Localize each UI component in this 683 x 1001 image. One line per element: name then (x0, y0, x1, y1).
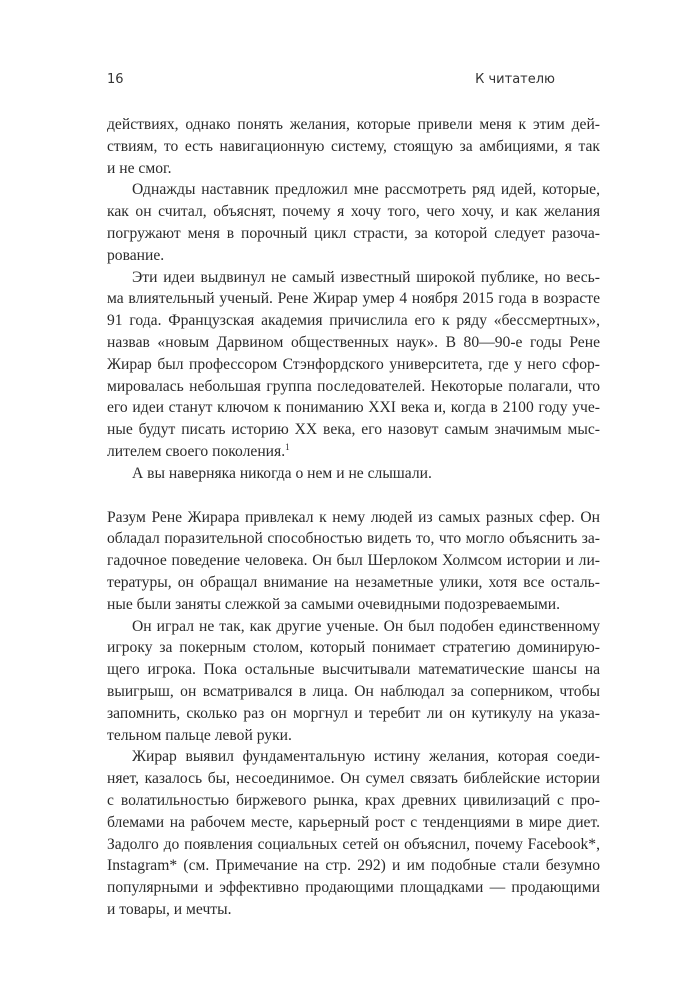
text-line (107, 397, 600, 419)
line-text: обладал поразительной способностью видеть то, что могло объяснить за- (107, 530, 600, 548)
text-line (107, 245, 600, 267)
text-line (107, 616, 600, 638)
text-line (107, 746, 600, 768)
line-text: лителем своего поколения. (107, 442, 286, 460)
line-text: Он играл не так, как другие ученые. Он был подобен единственному (132, 617, 600, 635)
text-line (107, 310, 600, 332)
line-text: популярными и эффективно продающими площадками — продающими (107, 879, 600, 897)
text-line (107, 855, 600, 877)
text-line (107, 725, 600, 747)
text-line (107, 288, 600, 310)
paragraph (107, 746, 600, 920)
line-text: А вы наверняка никогда о нем и не слышали. (132, 464, 432, 482)
line-text: Разум Рене Жирара привлекал к нему людей из самых разных сфер. Он (107, 508, 600, 526)
line-text: как он считал, объяснят, почему я хочу того, чего хочу, и как желания (107, 203, 600, 221)
text-line (107, 768, 600, 790)
paragraph (107, 616, 600, 747)
line-text: блемами на рабочем месте, карьерный рост с тенденциями в мире диет. (107, 813, 600, 831)
text-line (107, 332, 600, 354)
line-text: Жирар выявил фундаментальную истину желания, которая соеди- (132, 748, 600, 766)
text-line (107, 659, 600, 681)
line-text: запомнить, сколько раз он моргнул и теребит ли он кутикулу на указа- (107, 704, 600, 722)
text-line (107, 267, 600, 289)
text-line (107, 507, 600, 529)
text-line (107, 114, 600, 136)
line-text: Instagram* (см. Примечание на стр. 292) и им подобные стали безумно (107, 857, 600, 875)
line-text: и товары, и мечты. (107, 900, 232, 918)
page-number: 16 (107, 72, 124, 87)
text-line (107, 376, 600, 398)
line-text: и не смог. (107, 159, 172, 177)
line-text: назвав «новым Дарвином общественных наук». В 80—90-е годы Рене (107, 333, 600, 351)
text-line (107, 637, 600, 659)
line-text: ма влиятельный ученый. Рене Жирар умер 4 ноября 2015 года в возрасте (107, 290, 600, 308)
text-line (107, 877, 600, 899)
text-line (107, 158, 600, 180)
text-line (107, 834, 600, 856)
text-line (107, 441, 600, 463)
section-break (107, 485, 600, 507)
line-text: щего игрока. Пока остальные высчитывали математические шансы на (107, 661, 600, 679)
line-text: рование. (107, 246, 165, 264)
line-text: 91 года. Французская академия причислила его к ряду «бессмертных», (107, 312, 600, 330)
line-text: Жирар был профессором Стэнфордского университета, где у него сфор- (107, 355, 600, 373)
line-text: его идеи станут ключом к пониманию XXI века и, когда в 2100 году уче- (107, 399, 600, 417)
paragraph (107, 179, 600, 266)
paragraph (107, 463, 600, 485)
line-text: Однажды наставник предложил мне рассмотреть ряд идей, которые, (132, 181, 600, 199)
line-text: выигрыш, он всматривался в лица. Он наблюдал за соперником, чтобы (107, 682, 600, 700)
line-text: действиях, однако понять желания, которые привели меня к этим дей- (107, 116, 600, 133)
line-text: погружают меня в порочный цикл страсти, за которой следует разоча- (107, 224, 600, 242)
text-line (107, 136, 600, 158)
text-line (107, 463, 600, 485)
line-text: гадочное поведение человека. Он был Шерлоком Холмсом истории и ли- (107, 552, 600, 570)
line-text: ные будут писать историю XX века, его назовут самым значимым мыс- (107, 421, 600, 439)
text-line (107, 899, 600, 921)
running-head: К читателю (475, 72, 555, 87)
line-text: ствиям, то есть навигационную систему, стоящую за амбициями, я так (107, 137, 600, 155)
text-line (107, 419, 600, 441)
text-line (107, 681, 600, 703)
footnote-marker[interactable]: 1 (285, 441, 290, 452)
paragraph (107, 114, 600, 179)
line-text: с волатильностью биржевого рынка, крах древних цивилизаций с про- (107, 791, 600, 809)
text-line (107, 179, 600, 201)
paragraph (107, 507, 600, 616)
line-text: Задолго до появления социальных сетей он объяснил, почему Facebook*, (107, 835, 600, 853)
line-text: игроку за покерным столом, который понимает стратегию доминирую- (107, 639, 600, 657)
text-line (107, 201, 600, 223)
text-line (107, 223, 600, 245)
line-text: мировалась небольшая группа последователей. Некоторые полагали, что (107, 377, 600, 395)
text-line (107, 550, 600, 572)
body-text (107, 114, 600, 921)
text-line (107, 572, 600, 594)
text-line (107, 528, 600, 550)
line-text: Эти идеи выдвинул не самый известный широкой публике, но весь- (132, 268, 600, 286)
text-line (107, 812, 600, 834)
text-line (107, 790, 600, 812)
line-text: тературы, он обращал внимание на незаметные улики, хотя все осталь- (107, 573, 600, 591)
text-line (107, 354, 600, 376)
line-text: няет, казалось бы, несоединимое. Он сумел связать библейские истории (107, 770, 600, 788)
paragraph (107, 267, 600, 463)
line-text: ные были заняты слежкой за самыми очевидными подозреваемыми. (107, 595, 561, 613)
text-line (107, 703, 600, 725)
text-line (107, 594, 600, 616)
line-text: тельном пальце левой руки. (107, 726, 292, 744)
